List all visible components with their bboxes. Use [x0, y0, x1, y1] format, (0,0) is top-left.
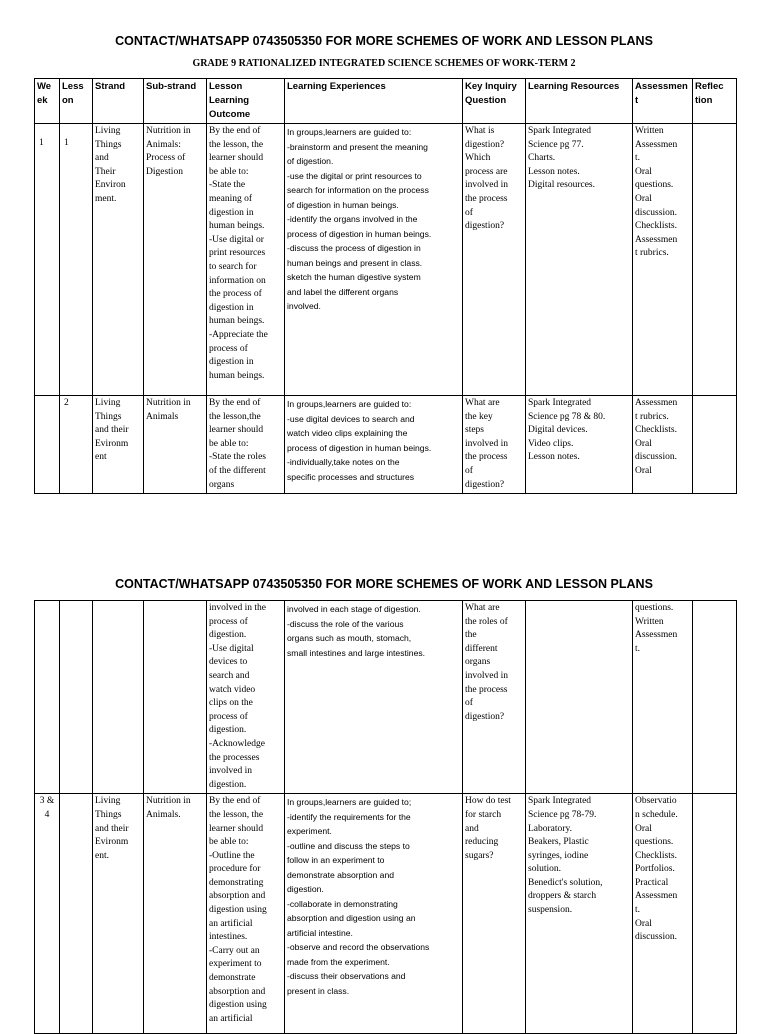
cell-line: -Outline the [209, 850, 255, 861]
cell-reflection [693, 396, 737, 494]
cell-line: the process [465, 193, 508, 204]
cell-inquiry [463, 396, 526, 494]
cell-line: t rubrics. [635, 248, 669, 259]
cell-line: Spark Integrated [528, 126, 592, 136]
header-resources: Learning Resources [526, 79, 633, 124]
cell-line: the lesson,the [209, 411, 261, 422]
cell-line: How do test [465, 796, 511, 807]
cell-line: Oral [635, 193, 652, 204]
cell-line: search for information on the process [287, 185, 429, 195]
cell-line: -identify the organs involved in the [287, 214, 418, 224]
cell-line: Oral [635, 166, 652, 177]
cell-line: organs such as mouth, stomach, [287, 633, 412, 643]
cell-substrand [144, 601, 207, 794]
cell-line: ent. [95, 850, 109, 861]
cell-line: human beings. [209, 370, 265, 381]
cell-line: absorption and digestion using an [287, 913, 416, 924]
cell-line: experiment to [209, 959, 262, 970]
cell-line: digestion. [287, 884, 324, 895]
cell-line: small intestines and large intestines. [287, 647, 426, 658]
cell-line: By the end of [209, 126, 261, 136]
cell-line: organs [465, 657, 491, 668]
cell-line: watch video [209, 684, 256, 695]
cell-line: of digestion in human beings. [287, 199, 399, 210]
cell-line: n schedule. [635, 809, 678, 820]
cell-line: process of digestion in human beings. [287, 442, 432, 453]
cell-experiences [285, 794, 463, 1034]
cell-line: be able to: [209, 438, 249, 449]
cell-experiences [285, 124, 463, 396]
cell-line: steps [465, 425, 484, 436]
header-inquiry: Key Inquiry Question [463, 79, 526, 124]
cell-line: the key [465, 411, 493, 422]
cell-lesson [60, 396, 93, 494]
header-experiences: Learning Experiences [285, 79, 463, 124]
cell-line: involved in the [209, 603, 266, 613]
cell-line: ment. [95, 193, 117, 204]
cell-line: the process [465, 684, 508, 695]
cell-line: Oral [635, 465, 652, 476]
cell-line: involved in [465, 670, 509, 681]
header-assessment: Assessmen t [633, 79, 693, 124]
cell-line: suspension. [528, 905, 573, 916]
cell-assessment [633, 396, 693, 494]
contact-header-top: CONTACT/WHATSAPP 0743505350 FOR MORE SCHEMES OF WORK AND LESSON PLANS [115, 34, 653, 48]
cell-line: Oral [635, 823, 652, 834]
cell-line: In groups,learners are guided to: [287, 399, 412, 409]
cell-line: Oral [635, 438, 652, 449]
cell-line: Things [95, 411, 122, 422]
cell-line: -Use digital or [209, 234, 264, 245]
cell-line: Laboratory. [528, 823, 572, 834]
cell-line: follow in an experiment to [287, 855, 385, 866]
cell-line: discussion. [635, 452, 677, 463]
cell-line: Animals. [146, 809, 181, 820]
header-lesson: Less on [60, 79, 93, 124]
cell-experiences [285, 396, 463, 494]
cell-line: Benedict's solution, [528, 877, 603, 888]
table-row [35, 794, 737, 1034]
cell-line: By the end of [209, 398, 261, 408]
cell-line: process of [209, 616, 248, 627]
cell-assessment [633, 794, 693, 1034]
cell-line: and [95, 153, 109, 164]
cell-inquiry [463, 124, 526, 396]
cell-line: digestion. [209, 779, 247, 790]
cell-line: process of digestion in human beings. [287, 228, 432, 239]
cell-line: search and [209, 670, 250, 681]
cell-line: digestion. [209, 725, 247, 736]
cell-line: be able to: [209, 837, 249, 848]
cell-line: Digestion [146, 166, 183, 177]
cell-line: experiment. [287, 826, 332, 837]
scheme-table-page1 [34, 78, 737, 494]
cell-line: 1 [39, 138, 44, 148]
cell-line: the process [465, 452, 508, 463]
cell-line: In groups,learners are guided to; [287, 797, 412, 808]
cell-line: Animals [146, 411, 179, 422]
cell-line: -discuss their observations and [287, 971, 406, 982]
cell-line: digestion. [209, 630, 247, 641]
cell-assessment [633, 601, 693, 794]
cell-line: Nutrition in [146, 398, 191, 408]
cell-lesson [60, 794, 93, 1034]
cell-line: demonstrate [209, 973, 256, 984]
cell-line: Which [465, 153, 491, 164]
cell-line: questions. [635, 180, 674, 191]
cell-line: and label the different organs [287, 286, 399, 297]
cell-line: digestion in [209, 357, 254, 368]
cell-line: absorption and [209, 891, 266, 902]
cell-line: 2 [64, 398, 69, 408]
cell-line: Things [95, 139, 122, 150]
cell-line: -State the roles [209, 452, 266, 463]
cell-line: What are [465, 398, 500, 408]
cell-reflection [693, 601, 737, 794]
table-header-row [35, 79, 737, 124]
cell-line: learner should [209, 153, 264, 164]
header-outcome: Lesson Learning Outcome [207, 79, 285, 124]
cell-line: -Use digital [209, 643, 254, 654]
cell-line: Checklists. [635, 221, 677, 232]
cell-line: questions. [635, 603, 674, 613]
cell-line: Practical [635, 877, 669, 888]
cell-resources [526, 794, 633, 1034]
cell-line: to search for [209, 261, 257, 272]
cell-line: Written [635, 616, 664, 627]
cell-line: information on [209, 275, 266, 286]
cell-line: present in class. [287, 985, 350, 996]
cell-line: the roles of [465, 616, 508, 627]
table-row [35, 601, 737, 794]
cell-line: questions. [635, 837, 674, 848]
cell-line: Nutrition in [146, 796, 191, 807]
cell-line: involved in [209, 766, 253, 777]
cell-line: Observatio [635, 796, 677, 807]
cell-line: process of [209, 343, 248, 354]
cell-line: Portfolios. [635, 864, 675, 875]
scheme-table-page2 [34, 600, 737, 1034]
cell-line: Assessmen [635, 234, 678, 245]
cell-line: sketch the human digestive system [287, 272, 421, 282]
cell-line: t. [635, 153, 641, 164]
cell-line: -brainstorm and present the meaning [287, 141, 428, 152]
cell-line: Science pg 78 & 80. [528, 411, 606, 422]
cell-line: t. [635, 643, 641, 654]
cell-week [35, 601, 60, 794]
cell-week [35, 794, 60, 1034]
cell-line: Science pg 77. [528, 139, 584, 150]
cell-line: digestion? [465, 221, 505, 232]
cell-resources [526, 396, 633, 494]
cell-line: different [465, 643, 498, 654]
cell-week [35, 396, 60, 494]
cell-reflection [693, 124, 737, 396]
cell-line: -collaborate in demonstrating [287, 898, 398, 909]
cell-line: -use the digital or print resources to [287, 170, 422, 181]
cell-line: What are [465, 603, 500, 613]
table-row [35, 396, 737, 494]
contact-header-bottom: CONTACT/WHATSAPP 0743505350 FOR MORE SCHEMES OF WORK AND LESSON PLANS [115, 577, 653, 591]
cell-outcome [207, 396, 285, 494]
cell-line: t rubrics. [635, 411, 669, 422]
cell-inquiry [463, 794, 526, 1034]
cell-line: be able to: [209, 166, 249, 177]
cell-line: digestion? [465, 711, 505, 722]
cell-line: Lesson notes. [528, 166, 580, 177]
table-row [35, 124, 737, 396]
cell-line: involved in [465, 180, 509, 191]
cell-line: What is [465, 126, 495, 136]
cell-strand [93, 601, 144, 794]
cell-line: learner should [209, 425, 264, 436]
cell-line: Nutrition in [146, 126, 191, 136]
cell-line: of [465, 698, 473, 709]
cell-line: Science pg 78-79. [528, 809, 597, 820]
cell-line: of digestion. [287, 156, 334, 166]
cell-substrand [144, 124, 207, 396]
cell-line: Living [95, 796, 121, 807]
cell-line: digestion? [465, 479, 505, 490]
cell-experiences [285, 601, 463, 794]
cell-line: Beakers, Plastic [528, 837, 589, 848]
cell-line: Living [95, 126, 121, 136]
cell-line: the processes [209, 752, 260, 763]
cell-line: -State the [209, 180, 246, 191]
cell-strand [93, 124, 144, 396]
cell-line: Written [635, 126, 664, 136]
cell-line: procedure for [209, 864, 261, 875]
cell-line: clips on the [209, 698, 253, 709]
cell-line: an artificial [209, 918, 253, 929]
cell-line: 4 [44, 809, 50, 820]
cell-line: process are [465, 166, 508, 177]
cell-line: human beings. [209, 316, 265, 327]
cell-line: involved in each stage of digestion. [287, 604, 421, 614]
cell-line: and their [95, 823, 129, 834]
cell-line: digestion? [465, 139, 505, 150]
cell-line: Assessmen [635, 891, 678, 902]
cell-line: specific processes and structures [287, 471, 415, 482]
cell-line: absorption and [209, 986, 266, 997]
cell-line: the process of [209, 289, 262, 300]
cell-strand [93, 396, 144, 494]
cell-line: sugars? [465, 850, 494, 861]
cell-line: -discuss the process of digestion in [287, 243, 421, 253]
cell-line: Checklists. [635, 425, 677, 436]
cell-line: Oral [635, 918, 652, 929]
cell-line: ent [95, 452, 107, 463]
header-week: We ek [35, 79, 60, 124]
cell-line: made from the experiment. [287, 956, 390, 967]
cell-substrand [144, 396, 207, 494]
cell-line: the [465, 630, 477, 641]
cell-line: watch video clips explaining the [287, 428, 408, 438]
cell-line: Spark Integrated [528, 796, 592, 807]
cell-line: -identify the requirements for the [287, 811, 411, 822]
cell-line: of the different [209, 465, 266, 476]
cell-line: of [465, 207, 473, 218]
cell-inquiry [463, 601, 526, 794]
cell-line: Evironm [95, 438, 129, 449]
cell-line: the lesson, the [209, 809, 264, 820]
cell-line: Things [95, 809, 122, 820]
cell-line: Lesson notes. [528, 452, 580, 463]
cell-line: digestion in [209, 207, 254, 218]
cell-line: -outline and discuss the steps to [287, 840, 410, 851]
cell-line: print resources [209, 248, 266, 259]
cell-line: 1 [64, 138, 69, 148]
cell-line: discussion. [635, 932, 677, 943]
cell-line: Assessmen [635, 398, 678, 408]
cell-line: artificial intestine. [287, 927, 353, 938]
header-substrand: Sub-strand [144, 79, 207, 124]
cell-line: Assessmen [635, 630, 678, 641]
cell-line: demonstrate absorption and [287, 869, 395, 880]
cell-line: -Carry out an [209, 945, 260, 956]
cell-line: Digital devices. [528, 425, 588, 436]
cell-line: -Acknowledge [209, 738, 265, 749]
cell-line: By the end of [209, 796, 261, 807]
cell-line: Evironm [95, 837, 129, 848]
cell-line: involved in [465, 438, 509, 449]
cell-line: In groups,learners are guided to: [287, 127, 412, 137]
cell-line: -individually,take notes on the [287, 457, 400, 467]
cell-line: for starch [465, 809, 502, 820]
cell-line: digestion using [209, 905, 267, 916]
cell-line: human beings and present in class. [287, 257, 423, 268]
cell-line: Charts. [528, 153, 556, 164]
cell-line: Spark Integrated [528, 398, 592, 408]
cell-line: t. [635, 905, 641, 916]
cell-line: and [465, 823, 479, 834]
cell-line: meaning of [209, 193, 253, 204]
cell-line: Environ [95, 180, 126, 191]
cell-line: Process of [146, 153, 186, 164]
document-title: GRADE 9 RATIONALIZED INTEGRATED SCIENCE SCHEMES OF WORK-TERM 2 [192, 58, 576, 69]
cell-line: -Appreciate the [209, 329, 268, 340]
cell-lesson [60, 124, 93, 396]
cell-line: discussion. [635, 207, 677, 218]
cell-outcome [207, 124, 285, 396]
cell-line: -use digital devices to search and [287, 413, 415, 424]
cell-line: human beings. [209, 221, 265, 232]
cell-line: 3 & [39, 796, 55, 807]
cell-line: devices to [209, 657, 248, 668]
cell-line: learner should [209, 823, 264, 834]
cell-line: solution. [528, 864, 561, 875]
cell-lesson [60, 601, 93, 794]
cell-line: process of [209, 711, 248, 722]
cell-line: Their [95, 166, 116, 177]
cell-line: involved. [287, 301, 321, 311]
cell-line: and their [95, 425, 129, 436]
cell-line: of [465, 465, 473, 476]
cell-assessment [633, 124, 693, 396]
cell-line: the lesson, the [209, 139, 264, 150]
cell-line: -observe and record the observations [287, 942, 430, 953]
cell-line: organs [209, 479, 235, 490]
cell-line: Digital resources. [528, 180, 596, 191]
cell-reflection [693, 794, 737, 1034]
cell-line: intestines. [209, 932, 248, 943]
cell-line: -discuss the role of the various [287, 618, 404, 629]
cell-line: digestion using [209, 1000, 267, 1011]
cell-line: Living [95, 398, 121, 408]
cell-line: Assessmen [635, 139, 678, 150]
cell-line: syringes, iodine [528, 850, 589, 861]
cell-outcome [207, 601, 285, 794]
cell-line: demonstrating [209, 877, 264, 888]
cell-resources [526, 601, 633, 794]
cell-outcome [207, 794, 285, 1034]
cell-resources [526, 124, 633, 396]
cell-strand [93, 794, 144, 1034]
header-reflection: Reflec tion [693, 79, 737, 124]
cell-line: an artificial [209, 1013, 253, 1024]
cell-line: droppers & starch [528, 891, 597, 902]
cell-line: Checklists. [635, 850, 677, 861]
cell-line: Animals: [146, 139, 181, 150]
cell-week [35, 124, 60, 396]
cell-line: Video clips. [528, 438, 574, 449]
header-strand: Strand [93, 79, 144, 124]
cell-line: reducing [465, 837, 499, 848]
cell-line: digestion in [209, 302, 254, 313]
cell-substrand [144, 794, 207, 1034]
